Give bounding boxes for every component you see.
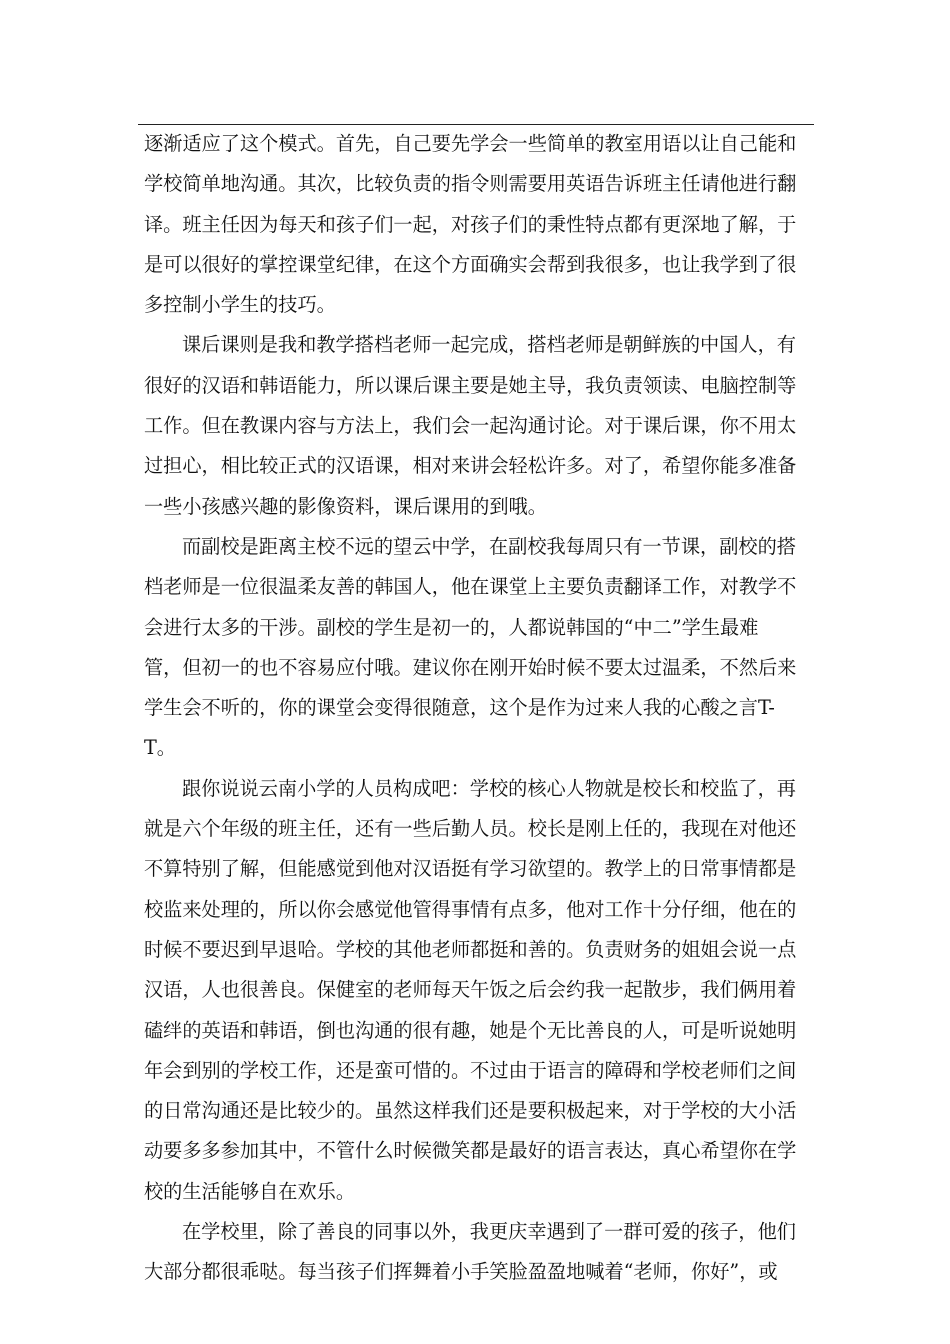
document-body <box>144 124 808 1293</box>
paragraph-first-line: 在学校里，除了善良的同事以外，我更庆幸遇到了一群可爱的孩子，他们 <box>182 1220 796 1244</box>
text-line: 逐渐适应了这个模式。首先，自己要先学会一些简单的教室用语以让自己能和 <box>144 132 797 155</box>
text-line: 时候不要迟到早退哈。学校的其他老师都挺和善的。负责财务的姐姐会说一点 <box>144 937 797 961</box>
text-line: T。 <box>144 736 176 760</box>
text-line: 多控制小学生的技巧。 <box>144 293 336 317</box>
text-line: 会进行太多的干涉。副校的学生是初一的，人都说韩国的“中二”学生最难 <box>144 615 759 639</box>
text-line: 很好的汉语和韩语能力，所以课后课主要是她主导，我负责领读、电脑控制等 <box>144 373 797 397</box>
text-line: 译。班主任因为每天和孩子们一起，对孩子们的秉性特点都有更深地了解，于 <box>144 212 797 236</box>
text-line: 是可以很好的掌控课堂纪律，在这个方面确实会帮到我很多，也让我学到了很 <box>144 252 797 276</box>
text-line: 不算特别了解，但能感觉到他对汉语挺有学习欲望的。教学上的日常事情都是 <box>144 857 797 881</box>
text-line: 的日常沟通还是比较少的。虽然这样我们还是要积极起来，对于学校的大小活 <box>144 1099 797 1123</box>
text-line: 年会到别的学校工作，还是蛮可惜的。不过由于语言的障碍和学校老师们之间 <box>144 1058 797 1082</box>
text-line: 管，但初一的也不容易应付哦。建议你在刚开始时候不要太过温柔，不然后来 <box>144 655 797 679</box>
text-line: 过担心，相比较正式的汉语课，相对来讲会轻松许多。对了，希望你能多准备 <box>144 454 797 478</box>
text-line: 校监来处理的，所以你会感觉他管得事情有点多，他对工作十分仔细，他在的 <box>144 897 797 921</box>
text-line: 学生会不听的，你的课堂会变得很随意，这个是作为过来人我的心酸之言T- <box>144 696 775 720</box>
text-line: 一些小孩感兴趣的影像资料，课后课用的到哦。 <box>144 494 547 518</box>
paragraph-first-line: 课后课则是我和教学搭档老师一起完成，搭档老师是朝鲜族的中国人，有 <box>182 333 796 357</box>
text-line: 档老师是一位很温柔友善的韩国人，他在课堂上主要负责翻译工作，对教学不 <box>144 575 797 599</box>
text-line: 动要多多参加其中，不管什么时候微笑都是最好的语言表达，真心希望你在学 <box>144 1139 797 1163</box>
paragraph-first-line: 跟你说说云南小学的人员构成吧：学校的核心人物就是校长和校监了，再 <box>182 776 796 800</box>
text-line: 大部分都很乖哒。每当孩子们挥舞着小手笑脸盈盈地喊着“老师，你好”，或 <box>144 1260 778 1284</box>
text-line: 磕绊的英语和韩语，倒也沟通的很有趣，她是个无比善良的人，可是听说她明 <box>144 1018 797 1042</box>
text-line: 校的生活能够自在欢乐。 <box>144 1179 356 1203</box>
text-line: 工作。但在教课内容与方法上，我们会一起沟通讨论。对于课后课，你不用太 <box>144 414 797 438</box>
text-line: 汉语，人也很善良。保健室的老师每天午饭之后会约我一起散步，我们俩用着 <box>144 978 797 1002</box>
paragraph-first-line: 而副校是距离主校不远的望云中学，在副校我每周只有一节课，副校的搭 <box>182 534 796 558</box>
text-line: 学校简单地沟通。其次，比较负责的指令则需要用英语告诉班主任请他进行翻 <box>144 172 797 196</box>
text-line: 就是六个年级的班主任，还有一些后勤人员。校长是刚上任的，我现在对他还 <box>144 817 797 841</box>
